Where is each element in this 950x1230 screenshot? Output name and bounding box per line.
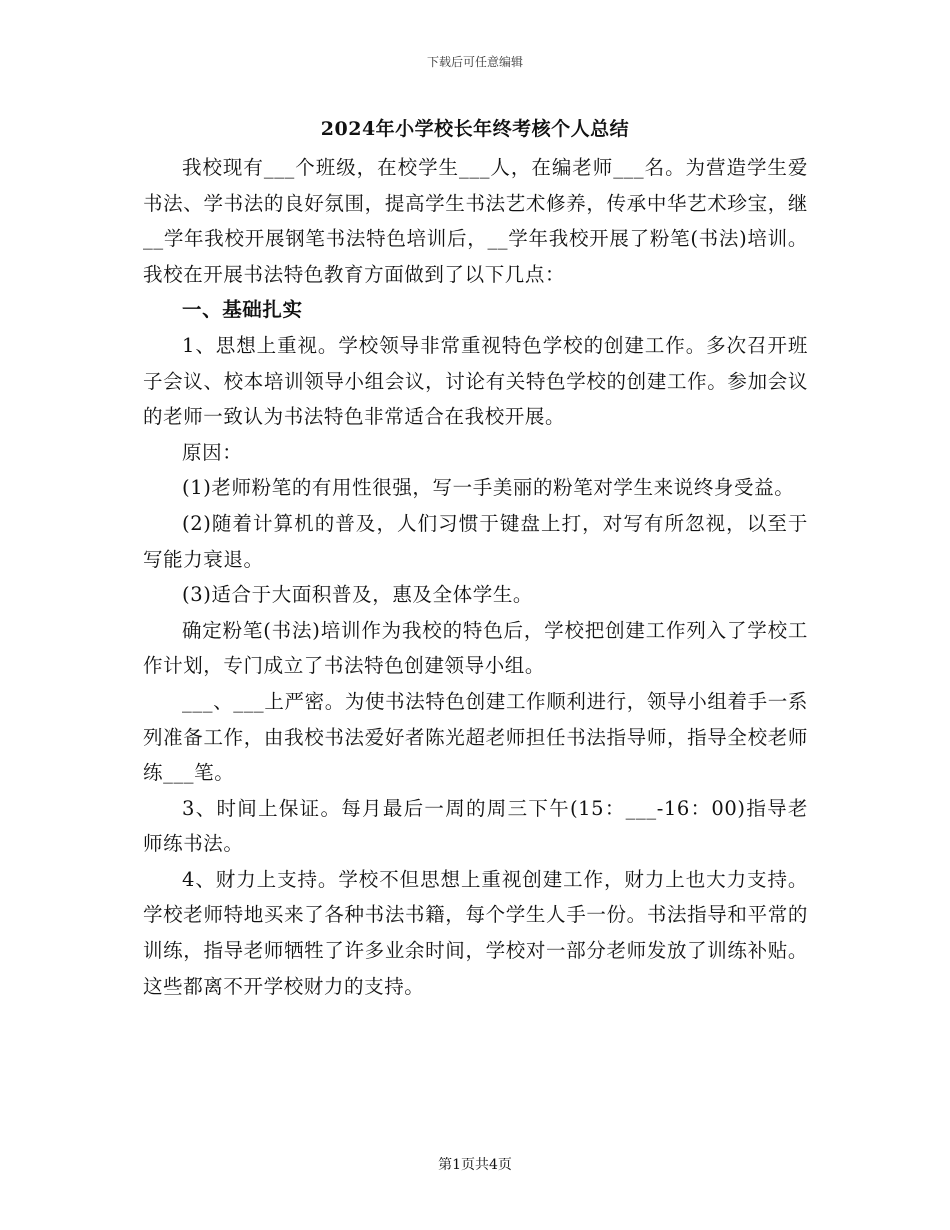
page-header-note: 下载后可任意编辑 [426,55,523,69]
paragraph-finance: 4、财力上支持。学校不但思想上重视创建工作，财力上也大力支持。学校老师特地买来了各种书法书籍，每个学生人手一份。书法指导和平常的训练，指导老师牺牲了许多业余时间，学校对一部分老师发放了训练补贴。这些都离不开学校财力的支持。 [143,867,808,998]
paragraph-time: 3、时间上保证。每月最后一周的周三下午(15：___-16：00)指导老师练书法。 [143,796,808,856]
paragraph-intro: 我校现有___个班级，在校学生___人，在编老师___名。为营造学生爱书法、学书法的良好氛围，提高学生书法艺术修养，传承中华艺术珍宝，继__学年我校开展钢笔书法特色培训后，__学年我校开展了粉笔(书法)培训。我校在开展书法特色教育方面做到了以下几点： [143,156,808,286]
paragraph-reason-2: (2)随着计算机的普及，人们习惯于键盘上打，对写有所忽视，以至于写能力衰退。 [143,511,808,571]
paragraph-reasons-label: 原因： [182,440,243,464]
paragraph-reason-3: (3)适合于大面积普及，惠及全体学生。 [182,583,534,607]
paragraph-organization: ___、___上严密。为使书法特色创建工作顺利进行，领导小组着手一系列准备工作，由我校书法爱好者陈光超老师担任书法指导师，指导全校老师练___笔。 [143,689,808,785]
paragraph-ideology: 1、思想上重视。学校领导非常重视特色学校的创建工作。多次召开班子会议、校本培训领导小组会议，讨论有关特色学校的创建工作。参加会议的老师一致认为书法特色非常适合在我校开展。 [143,333,808,429]
paragraph-reason-1: (1)老师粉笔的有用性很强，写一手美丽的粉笔对学生来说终身受益。 [182,476,795,500]
document-title: 2024年小学校长年终考核个人总结 [320,118,630,140]
document-body [143,150,808,1004]
page-number: 第1页共4页 [438,1157,512,1173]
paragraph-plan: 确定粉笔(书法)培训作为我校的特色后，学校把创建工作列入了学校工作计划，专门成立了书法特色创建领导小组。 [143,618,808,678]
section-heading-foundation: 一、基础扎实 [182,298,303,322]
